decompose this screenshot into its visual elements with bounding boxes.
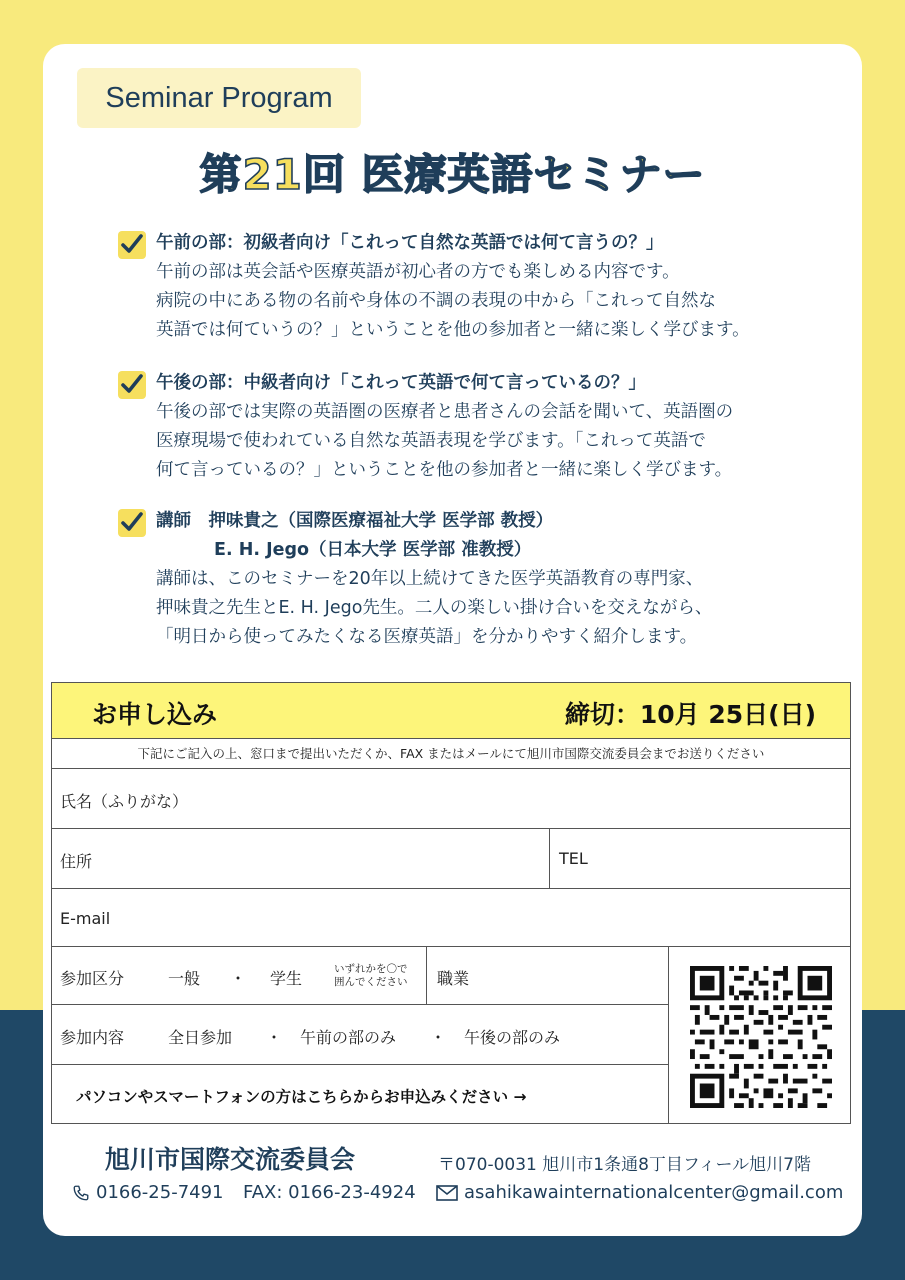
name-row[interactable] <box>52 769 850 829</box>
address-label: 住所 <box>60 852 93 871</box>
mail-icon <box>436 1185 458 1201</box>
separator-dot: ・ <box>230 969 247 988</box>
check-icon <box>118 371 146 399</box>
section-lecturers <box>118 507 838 652</box>
phone-number[interactable]: 0166-25-7491 <box>96 1182 224 1203</box>
apply-label: お申し込み <box>92 700 218 729</box>
divider <box>426 947 427 1004</box>
application-form <box>51 682 851 1124</box>
content-label: 参加内容 <box>60 1028 125 1047</box>
section-subheading: E. H. Jego（日本大学 医学部 准教授） <box>214 540 532 560</box>
form-note: 下記にご記入の上、窓口まで提出いただくか、FAX またはメールにて旭川市国際交流委員会までお送りください <box>52 739 850 769</box>
name-label: 氏名（ふりがな） <box>60 792 189 811</box>
organization-address: 〒070-0031 旭川市1条通8丁目フィール旭川7階 <box>438 1155 811 1175</box>
category-general[interactable]: 一般 <box>168 969 201 988</box>
address-row[interactable] <box>52 829 850 889</box>
section-afternoon <box>118 369 838 485</box>
deadline-label: 締切：10月 25日(日) <box>564 700 816 729</box>
category-student[interactable]: 学生 <box>270 969 303 988</box>
check-icon <box>118 509 146 537</box>
phone-icon <box>72 1184 90 1202</box>
qr-code-icon[interactable] <box>690 966 832 1108</box>
fax-contact <box>243 1182 416 1203</box>
section-heading: 午前の部：初級者向け「これって自然な英語では何て言うの？」 <box>156 233 664 253</box>
content-am[interactable]: 午前の部のみ <box>300 1028 397 1047</box>
content-pm[interactable]: 午後の部のみ <box>464 1028 561 1047</box>
separator-dot: ・ <box>430 1028 447 1047</box>
seminar-tag: Seminar Program <box>77 68 361 128</box>
email-contact <box>436 1182 843 1203</box>
email-label: E-mail <box>60 909 111 928</box>
category-row[interactable] <box>52 947 668 1005</box>
section-body: 講師は、このセミナーを20年以上続けてきた医学英語教育の専門家、 押味貴之先生とE. H. Jego先生。二人の楽しい掛け合いを交えながら、 「明日から使ってみたくなる医療英語」を分かりやすく紹介します。 <box>156 569 713 647</box>
organization-name: 旭川市国際交流委員会 <box>105 1145 356 1174</box>
phone-contact <box>72 1182 224 1203</box>
divider <box>549 829 550 888</box>
section-heading: 講師 押味貴之（国際医療福祉大学 医学部 教授） <box>156 511 554 531</box>
form-header <box>52 683 850 739</box>
online-apply-link[interactable]: パソコンやスマートフォンの方はこちらからお申込みください → <box>76 1088 527 1106</box>
section-heading: 午後の部：中級者向け「これって英語で何て言っているの？」 <box>156 373 646 393</box>
qr-code-box <box>668 947 850 1123</box>
page-title: 第21回 医療英語セミナー <box>199 150 706 199</box>
fax-number: FAX: 0166-23-4924 <box>243 1182 416 1203</box>
section-morning <box>118 229 838 345</box>
check-icon <box>118 231 146 259</box>
job-label: 職業 <box>437 969 470 988</box>
category-label: 参加区分 <box>60 969 125 988</box>
section-body: 午後の部では実際の英語圏の医療者と患者さんの会話を聞いて、英語圏の 医療現場で使われている自然な英語表現を学びます。「これって英語で 何て言っているの？」ということを他の参加者と一緒に楽しく学びます。 <box>156 402 734 480</box>
tel-label: TEL <box>559 849 588 868</box>
email-address[interactable]: asahikawainternationalcenter@gmail.com <box>464 1182 844 1203</box>
section-body: 午前の部は英会話や医療英語が初心者の方でも楽しめる内容です。 病院の中にある物の名前や身体の不調の表現の中から「これって自然な 英語では何ていうの？」ということを他の参加者と一緒に楽しく学びます。 <box>156 262 750 340</box>
content-all[interactable]: 全日参加 <box>168 1028 233 1047</box>
content-row[interactable] <box>52 1005 668 1065</box>
email-row[interactable] <box>52 889 850 947</box>
separator-dot: ・ <box>266 1028 283 1047</box>
circle-note: いずれかを〇で 囲んでください <box>334 963 408 988</box>
